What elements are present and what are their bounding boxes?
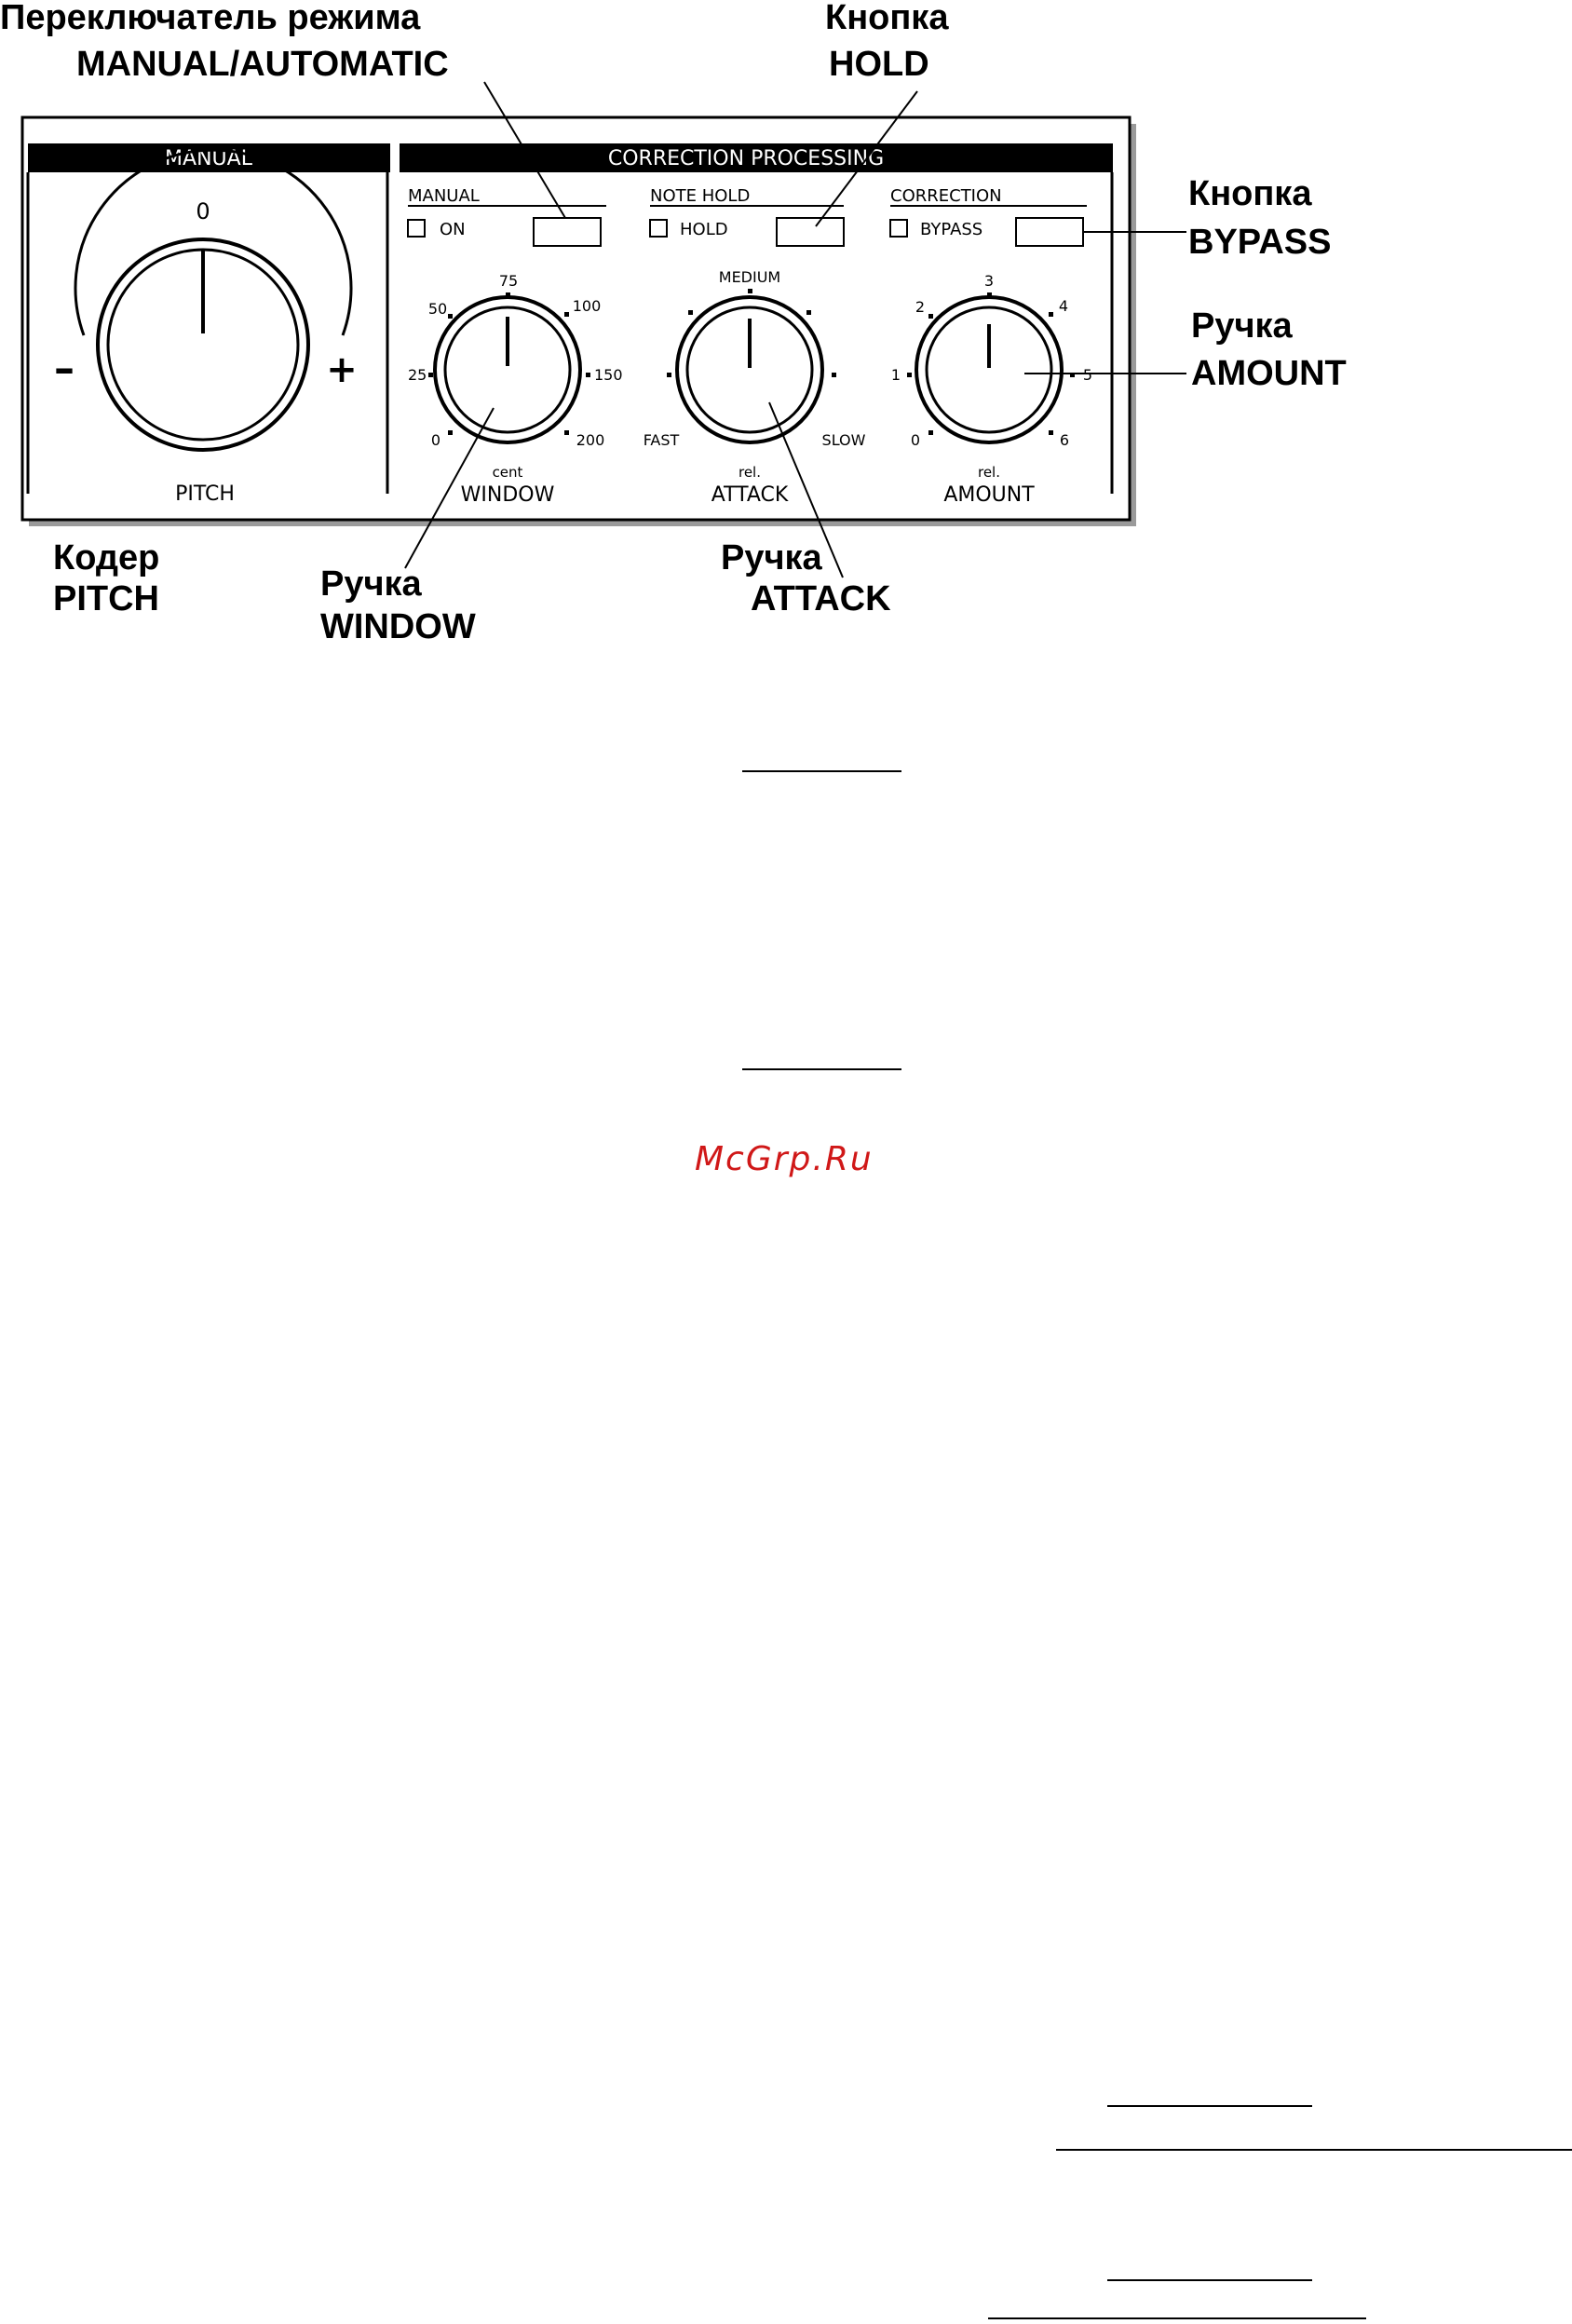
callout-pitch-model: PITCH bbox=[53, 579, 159, 618]
pitch-minus-mark: – bbox=[54, 345, 75, 392]
amount-dot-6 bbox=[1049, 430, 1053, 435]
window-knob-label: WINDOW bbox=[460, 483, 555, 507]
window-dot-75 bbox=[506, 292, 510, 297]
manual-on-label: ON bbox=[440, 220, 466, 239]
blank-rule-5 bbox=[1107, 2279, 1312, 2281]
attack-dot-3 bbox=[806, 310, 811, 315]
hold-button[interactable] bbox=[777, 218, 844, 246]
attack-scale-fast: FAST bbox=[643, 431, 680, 449]
amount-scale-1: 1 bbox=[890, 366, 901, 384]
watermark-text: McGrp.Ru bbox=[695, 1140, 874, 1178]
attack-dot-4 bbox=[667, 373, 671, 377]
amount-knob[interactable] bbox=[916, 297, 1062, 442]
window-dot-0 bbox=[448, 430, 453, 435]
note-hold-group-title: NOTE HOLD bbox=[650, 186, 751, 206]
amount-knob-outer bbox=[916, 297, 1062, 442]
callout-hold-title: Кнопка bbox=[825, 0, 949, 37]
bypass-button[interactable] bbox=[1016, 218, 1083, 246]
correction-section-title: CORRECTION PROCESSING bbox=[607, 147, 885, 170]
window-scale-75: 75 bbox=[498, 272, 519, 290]
attack-dot-5 bbox=[832, 373, 836, 377]
window-scale-50: 50 bbox=[427, 300, 448, 318]
amount-scale-0: 0 bbox=[910, 431, 921, 449]
hold-checkbox-label: HOLD bbox=[680, 220, 728, 239]
callout-window-title: Ручка bbox=[320, 564, 422, 604]
manual-on-checkbox[interactable] bbox=[408, 220, 425, 237]
attack-scale-slow: SLOW bbox=[821, 431, 866, 449]
callout-bypass-model: BYPASS bbox=[1188, 223, 1332, 262]
amount-dot-2 bbox=[928, 314, 933, 319]
window-scale-100: 100 bbox=[572, 297, 602, 315]
callout-mode-switch-title: Переключатель режима bbox=[0, 0, 421, 37]
callout-attack-model: ATTACK bbox=[751, 579, 891, 618]
bypass-checkbox[interactable] bbox=[890, 220, 907, 237]
amount-dot-3 bbox=[987, 292, 992, 297]
amount-scale-3: 3 bbox=[983, 272, 995, 290]
amount-dot-0 bbox=[928, 430, 933, 435]
callout-hold-model: HOLD bbox=[829, 45, 929, 84]
callout-mode-switch-model: MANUAL/AUTOMATIC bbox=[76, 45, 449, 84]
attack-knob-label: ATTACK bbox=[711, 483, 789, 507]
window-unit: cent bbox=[492, 464, 523, 481]
blank-rule-1 bbox=[742, 770, 901, 772]
attack-dot-2 bbox=[748, 289, 752, 293]
blank-rule-4 bbox=[1056, 2149, 1572, 2151]
attack-unit: rel. bbox=[738, 464, 762, 481]
window-scale-25: 25 bbox=[408, 366, 427, 384]
amount-scale-2: 2 bbox=[915, 298, 926, 316]
window-dot-200 bbox=[564, 430, 569, 435]
callout-window-model: WINDOW bbox=[320, 607, 476, 646]
window-scale-0: 0 bbox=[430, 431, 441, 449]
callout-amount-model: AMOUNT bbox=[1191, 354, 1347, 393]
hold-checkbox[interactable] bbox=[650, 220, 667, 237]
attack-dot-1 bbox=[688, 310, 693, 315]
amount-dot-4 bbox=[1049, 312, 1053, 317]
window-dot-100 bbox=[564, 312, 569, 317]
amount-scale-4: 4 bbox=[1058, 297, 1069, 315]
window-dot-25 bbox=[428, 373, 433, 377]
window-dot-150 bbox=[586, 373, 590, 377]
callout-amount-title: Ручка bbox=[1191, 306, 1293, 346]
callout-pitch-title: Кодер bbox=[53, 538, 160, 578]
window-dot-50 bbox=[448, 314, 453, 319]
callout-attack-title: Ручка bbox=[721, 538, 822, 578]
amount-scale-5: 5 bbox=[1082, 366, 1093, 384]
bypass-checkbox-label: BYPASS bbox=[920, 220, 983, 239]
amount-dot-1 bbox=[907, 373, 912, 377]
amount-scale-6: 6 bbox=[1059, 431, 1070, 449]
pitch-knob-label: PITCH bbox=[175, 482, 235, 506]
amount-unit: rel. bbox=[977, 464, 1001, 481]
window-scale-200: 200 bbox=[576, 431, 605, 449]
pitch-zero-mark: 0 bbox=[196, 198, 210, 224]
attack-scale-medium: MEDIUM bbox=[718, 268, 781, 286]
blank-rule-6 bbox=[988, 2317, 1366, 2319]
manual-automatic-button[interactable] bbox=[534, 218, 601, 246]
manual-section-title: MANUAL bbox=[165, 147, 252, 170]
window-knob[interactable] bbox=[435, 297, 580, 442]
window-scale-150: 150 bbox=[594, 366, 623, 384]
manual-group-title: MANUAL bbox=[408, 186, 480, 206]
amount-knob-label: AMOUNT bbox=[943, 483, 1035, 507]
correction-group-title: CORRECTION bbox=[890, 186, 1002, 206]
pitch-plus-mark: + bbox=[326, 348, 358, 391]
attack-knob[interactable] bbox=[677, 297, 822, 442]
callout-bypass-title: Кнопка bbox=[1188, 174, 1312, 213]
blank-rule-3 bbox=[1107, 2105, 1312, 2107]
blank-rule-2 bbox=[742, 1068, 901, 1070]
